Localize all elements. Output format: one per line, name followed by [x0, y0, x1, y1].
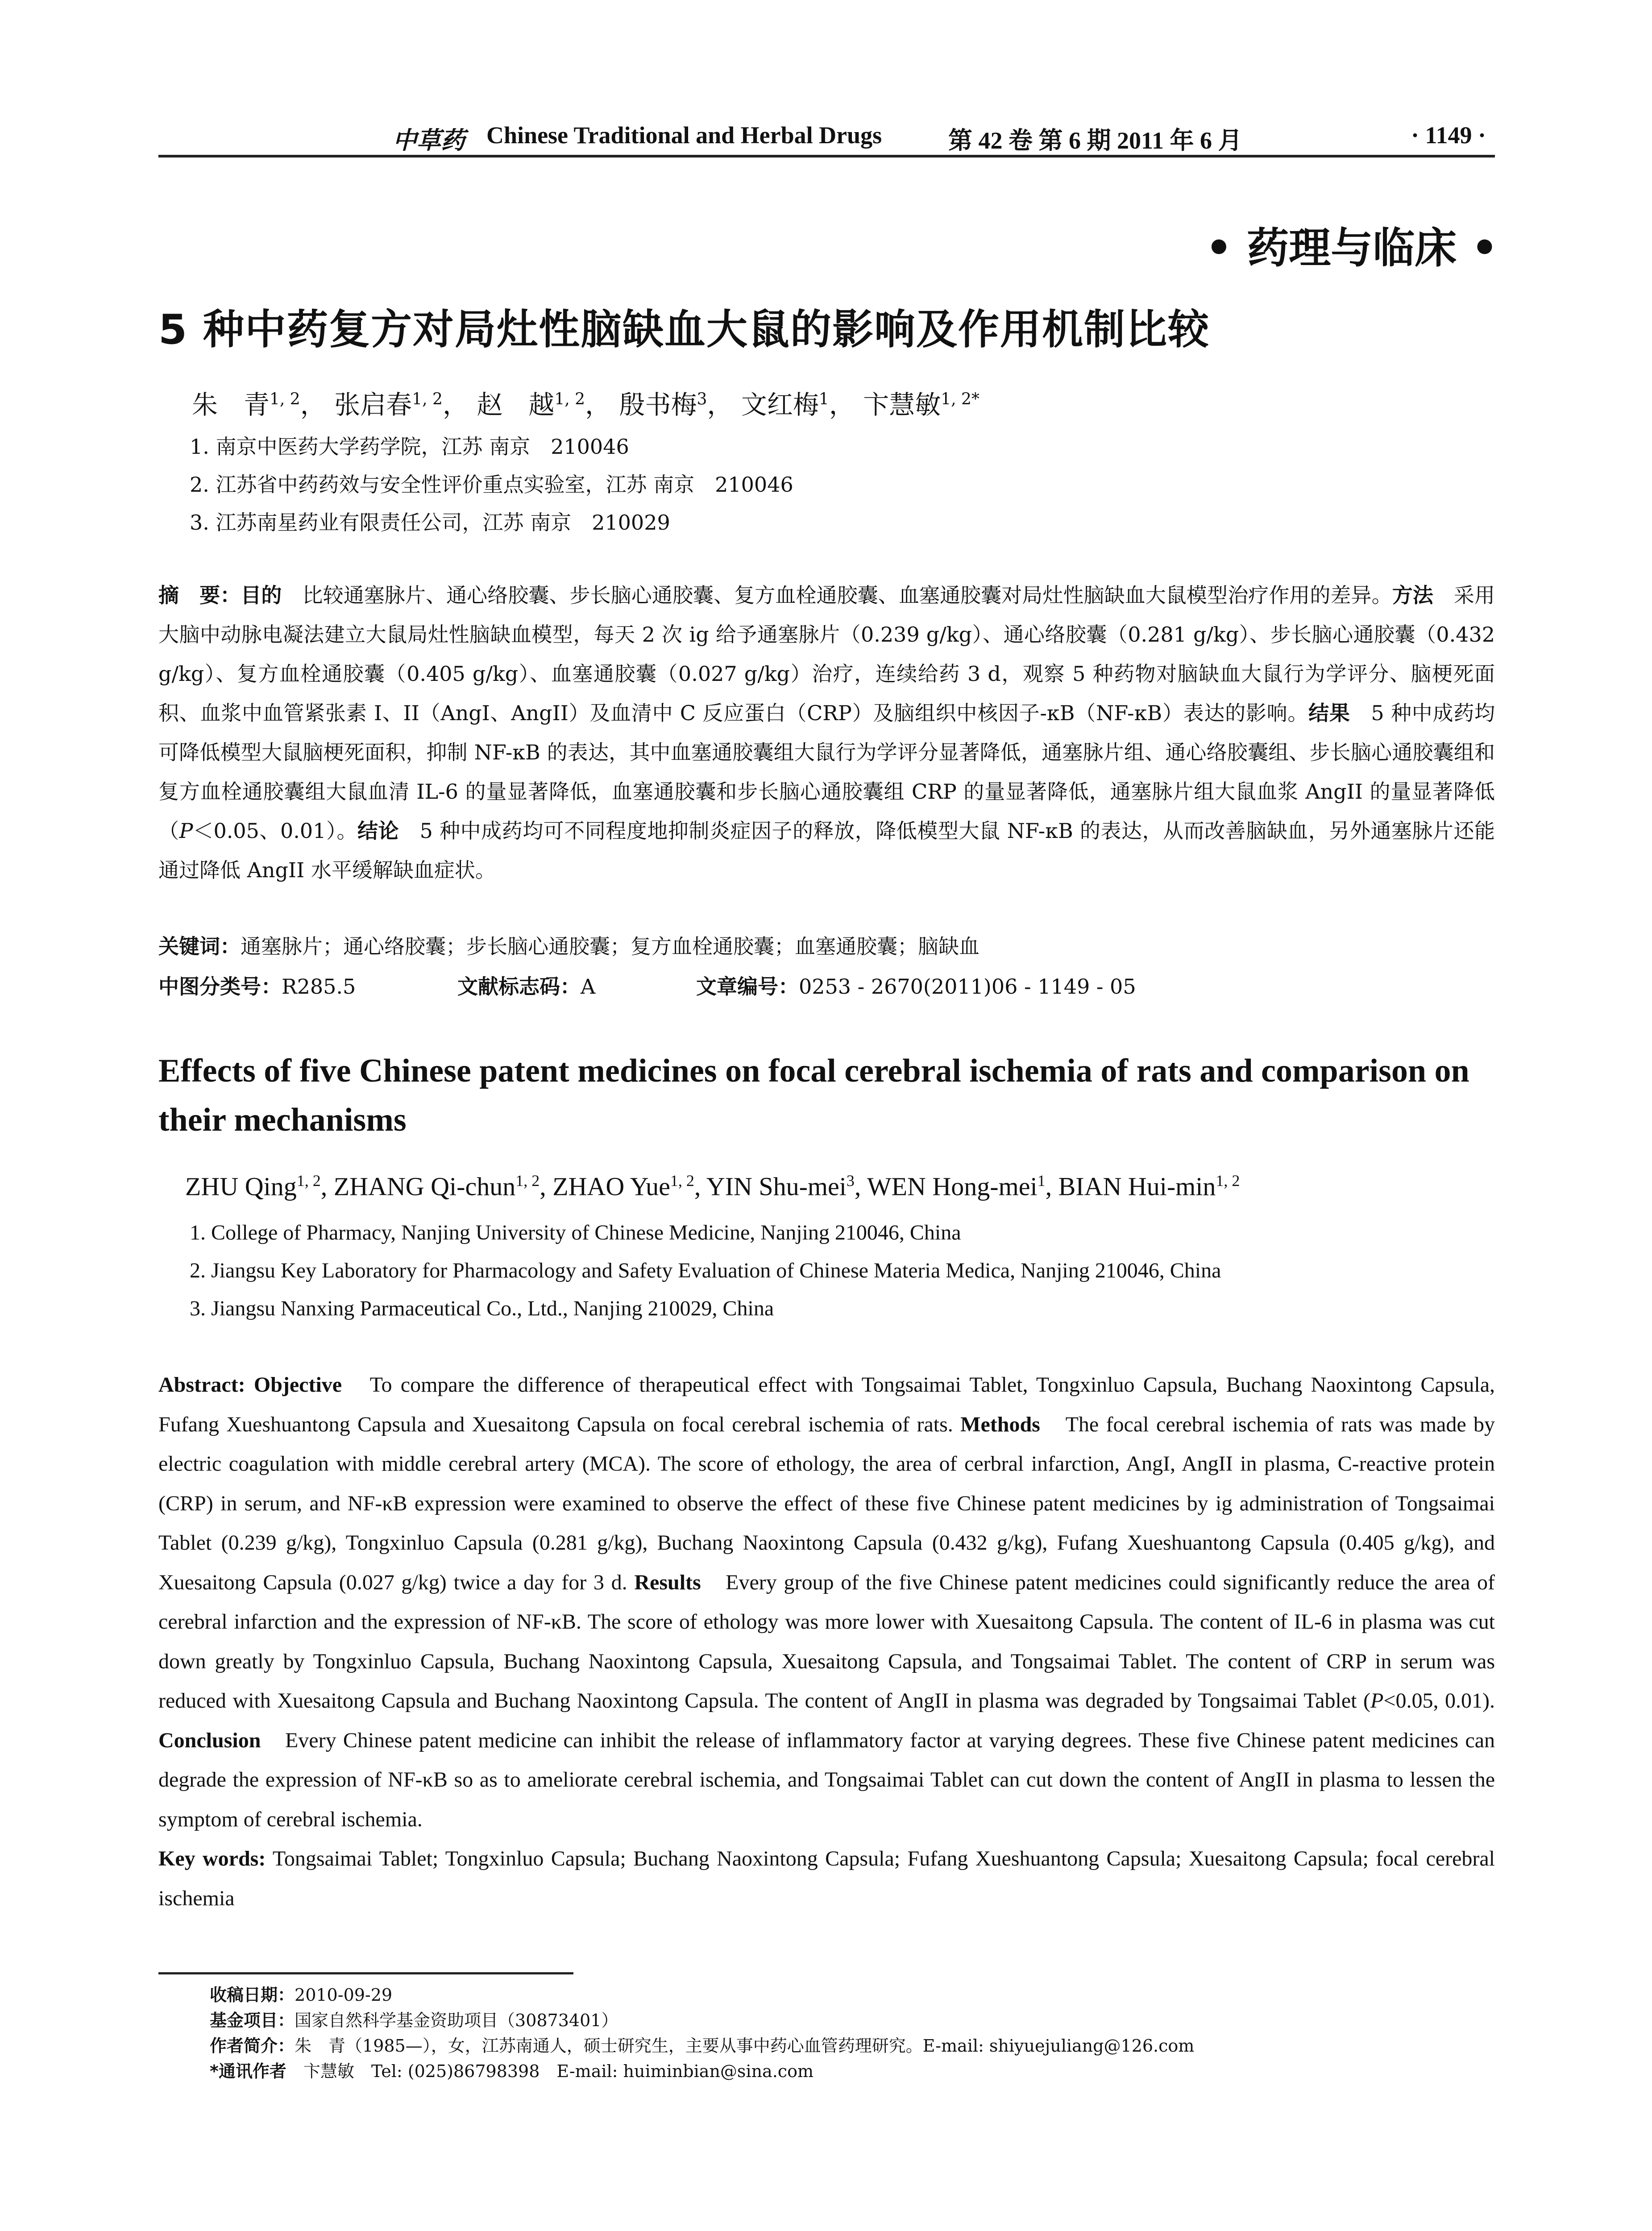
article-number-value: 0253 - 2670(2011)06 - 1149 - 05: [799, 975, 1136, 999]
received-date: 2010-09-29: [295, 1985, 393, 2005]
affiliation-en-2: 2. Jiangsu Key Laboratory for Pharmacology and Safety Evaluation of Chinese Materia Medica, Nanjing 210046, China: [190, 1259, 1221, 1282]
p-value-symbol: P: [179, 819, 193, 843]
affiliation-cn-1: 1. 南京中医药大学药学院，江苏 南京 210046: [190, 435, 629, 459]
author-name: WEN Hong-mei: [867, 1172, 1038, 1201]
footnote-rule: [158, 1972, 573, 1974]
title-en: Effects of five Chinese patent medicines on focal cerebral ischemia of rats and comparison on their mechanisms: [158, 1053, 1469, 1138]
author-affiliation-mark: 1, 2*: [941, 390, 980, 409]
author-affiliation-mark: 1, 2: [412, 390, 443, 409]
objective-label-cn: 目的: [241, 583, 282, 607]
author-affiliation-mark: 1, 2: [670, 1172, 694, 1190]
clc-label: 中图分类号：: [158, 975, 282, 999]
conclusion-text-en: Every Chinese patent medicine can inhibit the release of inflammatory factor at varying degrees. These five Chinese patent medicines can degrade the expression of NF-κB so as to ameliorate cerebral ischemia, and Tongsaimai Tablet can cut down the content of AngII in plasma to lessen the symptom of cerebral ischemia.: [158, 1728, 1495, 1831]
abstract-cn: [158, 576, 1495, 890]
footnote-corresponding: [210, 2057, 814, 2082]
author-name: 赵 越: [477, 390, 555, 420]
author-name: ZHANG Qi-chun: [333, 1172, 516, 1201]
clc-value: R285.5: [282, 975, 356, 999]
methods-label-en: Methods: [960, 1412, 1040, 1436]
keywords-label-en: Key words:: [158, 1847, 266, 1870]
results-label-en: Results: [634, 1570, 701, 1594]
author-name: YIN Shu-mei: [706, 1172, 847, 1201]
methods-text-cn: 采用大脑中动脉电凝法建立大鼠局灶性脑缺血模型，每天 2 次 ig 给予通塞脉片（0.239 g/kg）、通心络胶囊（0.281 g/kg）、步长脑心通胶囊（0.432 g/kg）、复方血栓通胶囊（0.405 g/kg）、血塞通胶囊（0.027 g/kg）治疗，连续给药 3 d，观察 5 种药物对脑缺血大鼠行为学评分、脑梗死面积、血浆中血管紧张素 I、II（AngI、AngII）及血清中 C 反应蛋白（CRP）及脑组织中核因子-κB（NF-κB）表达的影响。: [158, 583, 1495, 725]
conclusion-label-en: Conclusion: [158, 1728, 261, 1752]
keywords-text-cn: 通塞脉片；通心络胶囊；步长脑心通胶囊；复方血栓通胶囊；血塞通胶囊；脑缺血: [241, 934, 980, 958]
abstract-label-en: Abstract:: [158, 1373, 245, 1397]
issue-info: 第 42 卷 第 6 期 2011 年 6 月: [948, 127, 1242, 154]
author-name: 文红梅: [741, 390, 819, 420]
doc-code-value: A: [581, 975, 596, 999]
author-name: 卞慧敏: [863, 390, 941, 420]
author-affiliation-mark: 1, 2: [1216, 1172, 1240, 1190]
author-name: 殷书梅: [619, 390, 697, 420]
objective-label-en: Objective: [253, 1373, 342, 1397]
affiliation-en-1: 1. College of Pharmacy, Nanjing University of Chinese Medicine, Nanjing 210046, China: [190, 1221, 961, 1244]
keywords-text-en: Tongsaimai Tablet; Tongxinluo Capsula; Buchang Naoxintong Capsula; Fufang Xueshuantong Capsula; Xuesaitong Capsula; focal cerebral ischemia: [158, 1847, 1495, 1910]
author-list-cn: 朱 青$^{1, 2}$， 张启春$^{1, 2}$， 赵 越$^{1, 2}$， 殷书梅$^3$， 文红梅$^1$， 卞慧敏$^{1, 2*}$: [192, 390, 980, 420]
footnote-author-bio: [210, 2032, 1194, 2057]
author-affiliation-mark: 1, 2: [270, 390, 300, 409]
abstract-en: [158, 1365, 1495, 1918]
corresponding-label: *通讯作者: [210, 2061, 286, 2081]
affiliation-cn-2: 2. 江苏省中药药效与安全性评价重点实验室，江苏 南京 210046: [190, 473, 793, 497]
fund-label: 基金项目：: [210, 2011, 295, 2030]
corresponding-text: 卞慧敏 Tel: (025)86798398 E-mail: huiminbian@sina.com: [286, 2061, 814, 2081]
conclusion-label-cn: 结论: [357, 819, 399, 843]
fund-text: 国家自然科学基金资助项目（30873401）: [295, 2011, 618, 2030]
author-affiliation-mark: 3: [846, 1172, 855, 1190]
methods-text-en: The focal cerebral ischemia of rats was made by electric coagulation with middle cerebral artery (MCA). The score of ethology, the area of cerbral infarction, AngI, AngII in plasma, C-reactive protein (CRP) in serum, and NF-κB expression were examined to observe the effect of these five Chinese patent medicines by ig administration of Tongsaimai Tablet (0.239 g/kg), Tongxinluo Capsula (0.281 g/kg), Buchang Naoxintong Capsula (0.432 g/kg), Fufang Xueshuantong Capsula (0.405 g/kg), and Xuesaitong Capsula (0.027 g/kg) twice a day for 3 d.: [158, 1412, 1495, 1594]
doc-code-label: 文献标志码：: [457, 975, 581, 999]
title-cn: 5 种中药复方对局灶性脑缺血大鼠的影响及作用机制比较: [158, 306, 1210, 353]
author-name: ZHU Qing: [185, 1172, 297, 1201]
author-affiliation-mark: 1: [1037, 1172, 1046, 1190]
journal-name-en: Chinese Traditional and Herbal Drugs: [486, 122, 882, 149]
author-affiliation-mark: 1, 2: [296, 1172, 321, 1190]
p-value-symbol: P: [1370, 1689, 1384, 1713]
keywords-label-cn: 关键词：: [158, 934, 241, 958]
abstract-label-cn: 摘 要：: [158, 583, 241, 607]
p-value-text: ＜0.05、0.01）。: [193, 819, 358, 843]
author-name: ZHAO Yue: [552, 1172, 670, 1201]
objective-text-cn: 比较通塞脉片、通心络胶囊、步长脑心通胶囊、复方血栓通胶囊、血塞通胶囊对局灶性脑缺血大鼠模型治疗作用的差异。: [282, 583, 1392, 607]
bio-label: 作者简介：: [210, 2036, 295, 2056]
footnote-fund: [210, 2007, 618, 2031]
author-affiliation-mark: 1: [818, 390, 829, 409]
author-affiliation-mark: 1, 2: [515, 1172, 540, 1190]
conclusion-text-cn: 5 种中成药均可不同程度地抑制炎症因子的释放，降低模型大鼠 NF-κB 的表达，从而改善脑缺血，另外通塞脉片还能通过降低 AngII 水平缓解缺血症状。: [158, 819, 1495, 882]
affiliation-cn-3: 3. 江苏南星药业有限责任公司，江苏 南京 210029: [190, 510, 670, 535]
page-number: · 1149 ·: [1411, 122, 1486, 149]
results-text-en: Every group of the five Chinese patent medicines could significantly reduce the area of cerebral infarction and the expression of NF-κB. The score of ethology was more lower with Xuesaitong Capsula. The content of IL-6 in plasma was cut down greatly by Tongxinluo Capsula, Buchang Naoxintong Capsula, Xuesaitong Capsula, and Tongsaimai Tablet. The content of CRP in serum was reduced with Xuesaitong Capsula and Buchang Naoxintong Capsula. The content of AngII in plasma was degraded by Tongsaimai Tablet (: [158, 1570, 1495, 1713]
p-value-text: <0.05, 0.01).: [1383, 1689, 1495, 1713]
section-tag: • 药理与临床 •: [1205, 224, 1498, 273]
results-label-cn: 结果: [1308, 701, 1350, 725]
author-affiliation-mark: 1, 2: [554, 390, 585, 409]
methods-label-cn: 方法: [1392, 583, 1433, 607]
bio-text: 朱 青（1985—），女，江苏南通人，硕士研究生，主要从事中药心血管药理研究。E-mail: shiyuejuliang@126.com: [295, 2036, 1195, 2056]
running-header: [158, 117, 1495, 158]
author-affiliation-mark: 3: [697, 390, 707, 409]
results-text-cn: 5 种中成药均可降低模型大鼠脑梗死面积，抑制 NF-κB 的表达，其中血塞通胶囊组大鼠行为学评分显著降低，通塞脉片组、通心络胶囊组、步长脑心通胶囊组和复方血栓通胶囊组大鼠血清 IL-6 的量显著降低，血塞通胶囊和步长脑心通胶囊组 CRP 的量显著降低，通塞脉片组大鼠血浆 AngII 的量显著降低（: [158, 701, 1495, 843]
author-list-en: ZHU Qing$^{1, 2}$, ZHANG Qi-chun$^{1, 2}$, ZHAO Yue$^{1, 2}$, YIN Shu-mei$^3$, WEN Hong-mei$^1$, BIAN Hui-$\min^{1, 2}$: [185, 1172, 1240, 1201]
article-number-label: 文章编号：: [696, 975, 799, 999]
affiliation-en-3: 3. Jiangsu Nanxing Parmaceutical Co., Ltd., Nanjing 210029, China: [190, 1297, 774, 1320]
keywords-cn: [158, 930, 980, 960]
objective-text-en: To compare the difference of therapeutical effect with Tongsaimai Tablet, Tongxinluo Capsula, Buchang Naoxintong Capsula, Fufang Xueshuantong Capsula and Xuesaitong Capsula on focal cerebral ischemia of rats.: [158, 1373, 1495, 1436]
author-name: 张启春: [334, 390, 412, 420]
received-label: 收稿日期：: [210, 1985, 295, 2005]
author-name: BIAN Hui-min: [1058, 1172, 1216, 1201]
author-name: 朱 青: [192, 390, 270, 420]
footnote-received: [210, 1981, 392, 2006]
journal-name-cn: 中草药: [393, 126, 465, 154]
